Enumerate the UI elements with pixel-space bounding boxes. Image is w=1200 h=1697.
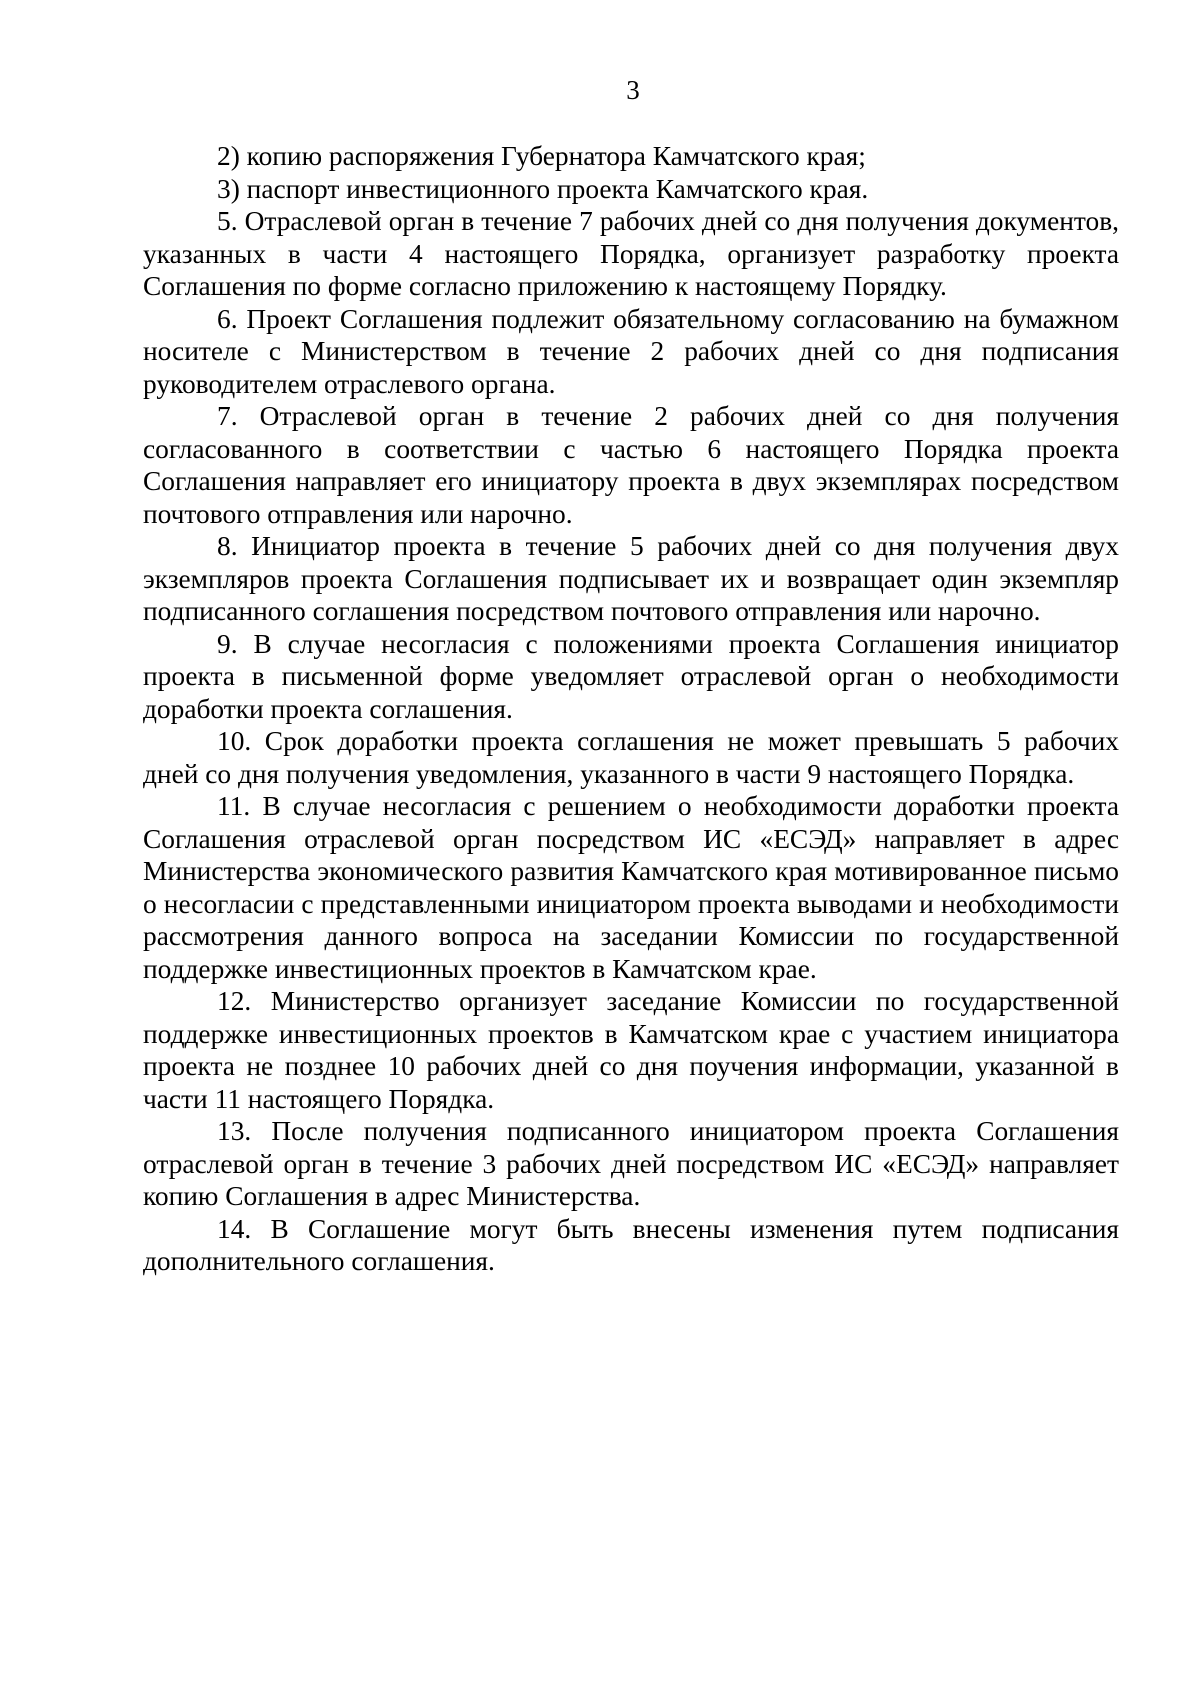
paragraph-clause-8: 8. Инициатор проекта в течение 5 рабочих дней со дня получения двух экземпляров проекта Соглашения подписывает их и возвращает один экземпляр подписанного соглашения посредством почтового отправления или нарочно.: [143, 531, 1119, 626]
paragraph-clause-7: 7. Отраслевой орган в течение 2 рабочих дней со дня получения согласованного в соответствии с частью 6 настоящего Порядка проекта Соглашения направляет его инициатору проекта в двух экземплярах посредством почтового отправления или нарочно.: [143, 401, 1119, 529]
paragraph-clause-9: 9. В случае несогласия с положениями проекта Соглашения инициатор проекта в письменной форме уведомляет отраслевой орган о необходимости доработки проекта соглашения.: [143, 628, 1119, 724]
paragraph-item-3: 3) паспорт инвестиционного проекта Камчатского края.: [217, 173, 869, 204]
paragraph-item-2: 2) копию распоряжения Губернатора Камчатского края;: [217, 141, 866, 171]
paragraph-clause-6: 6. Проект Соглашения подлежит обязательному согласованию на бумажном носителе с Министерством в течение 2 рабочих дней со дня подписания руководителем отраслевого органа.: [143, 303, 1119, 399]
page-number: 3: [626, 75, 640, 105]
document-body: [143, 140, 1119, 1278]
paragraph-clause-11: 11. В случае несогласия с решением о необходимости доработки проекта Соглашения отраслевой орган посредством ИС «ЕСЭД» направляет в адрес Министерства экономического развития Камчатского края мотивированное письмо о несогласии с представленными инициатором проекта выводами и необходимости рассмотрения данного вопроса на заседании Комиссии по государственной поддержке инвестиционных проектов в Камчатском крае.: [143, 791, 1119, 984]
paragraph-clause-12: 12. Министерство организует заседание Комиссии по государственной поддержке инвестиционных проектов в Камчатском крае с участием инициатора проекта не позднее 10 рабочих дней со дня поучения информации, указанной в части 11 настоящего Порядка.: [143, 986, 1119, 1114]
paragraph-clause-14: 14. В Соглашение могут быть внесены изменения путем подписания дополнительного соглашения.: [143, 1213, 1119, 1276]
paragraph-clause-10: 10. Срок доработки проекта соглашения не может превышать 5 рабочих дней со дня получения уведомления, указанного в части 9 настоящего Порядка.: [143, 726, 1119, 789]
paragraph-clause-13: 13. После получения подписанного инициатором проекта Соглашения отраслевой орган в течение 3 рабочих дней посредством ИС «ЕСЭД» направляет копию Соглашения в адрес Министерства.: [143, 1116, 1119, 1211]
paragraph-clause-5: 5. Отраслевой орган в течение 7 рабочих дней со дня получения документов, указанных в части 4 настоящего Порядка, организует разработку проекта Соглашения по форме согласно приложению к настоящему Порядку.: [143, 206, 1119, 301]
